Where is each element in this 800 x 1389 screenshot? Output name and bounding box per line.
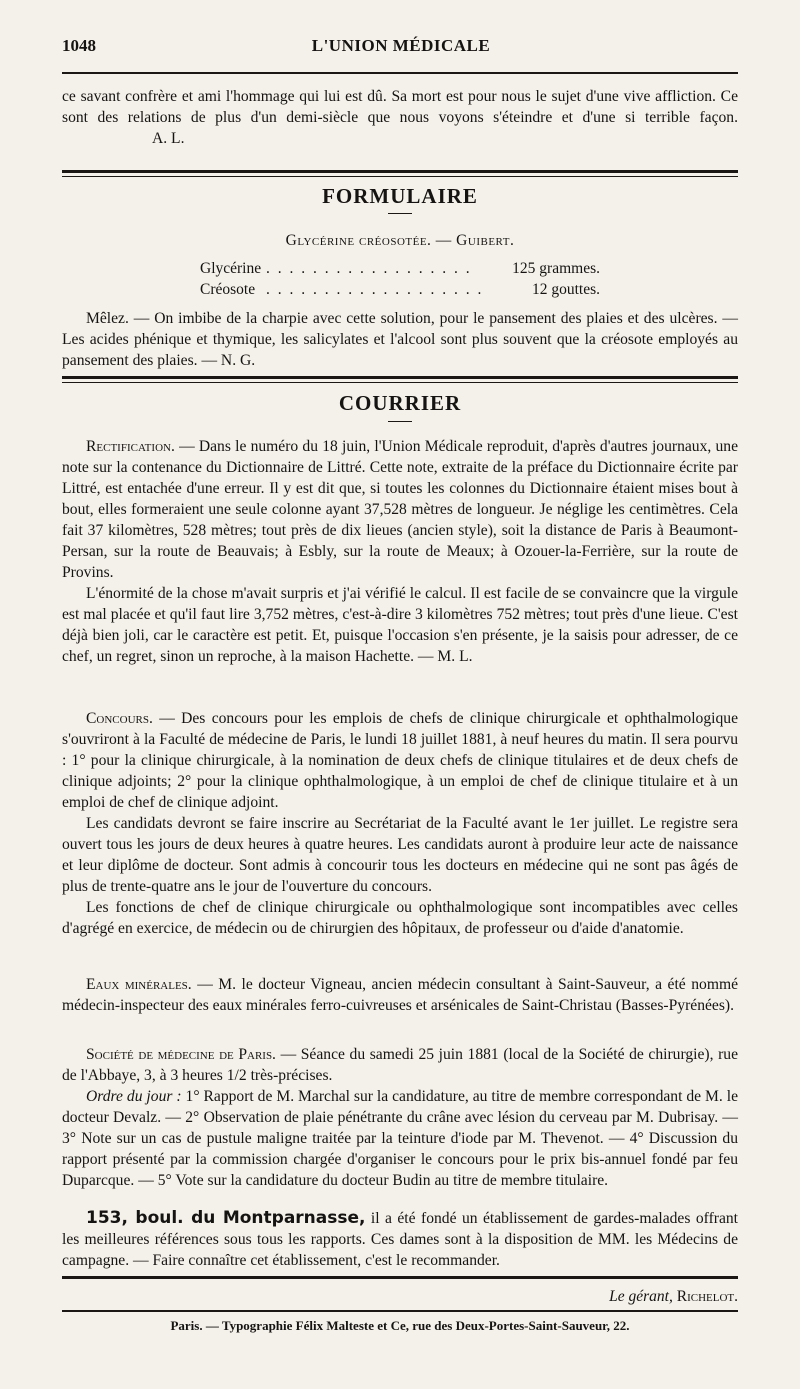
annonce-address: 153, boul. du Montparnasse, bbox=[86, 1208, 366, 1228]
signature-role: Le gérant, bbox=[609, 1288, 673, 1305]
ingredient-dots: . . . . . . . . . . . . . . . . . . bbox=[266, 260, 472, 277]
formulaire-title: FORMULAIRE bbox=[322, 184, 478, 208]
recipe-title: Glycérine créosotée. — Guibert. bbox=[285, 232, 515, 249]
printer-imprint: Paris. — Typographie Félix Malteste et Ce, rue des Deux-Portes-Saint-Sauveur, 22. bbox=[170, 1318, 630, 1333]
societe-label: Société de médecine de Paris. bbox=[86, 1046, 276, 1063]
header-rule bbox=[62, 72, 738, 74]
concours-label: Concours. bbox=[86, 710, 153, 727]
ingredient-quantity: 125 grammes. bbox=[512, 260, 600, 277]
ingredient-name: Glycérine bbox=[200, 260, 262, 277]
footer-rule bbox=[62, 1310, 738, 1312]
concours-text: — Des concours pour les emplois de chefs de clinique chirurgicale et ophthalmologique s'ouvriront à la Faculté de médecine de Paris, le lundi 18 juillet 1881, à neuf heures du matin. Il sera pourvu : 1° pour la clinique chirurgicale, à la nomination de deux chefs de clinique titulaires et de deux chefs de clinique adjoints; 2° pour la clinique ophthalmologique, à un emploi de chef de clinique titulaire et à un emploi de chef de clinique adjoint. bbox=[62, 710, 738, 811]
ordre-du-jour-label: Ordre du jour : bbox=[86, 1088, 182, 1105]
ordre-du-jour-text: 1° Rapport de M. Marchal sur la candidature, au titre de membre correspondant de M. le docteur Devalz. — 2° Observation de plaie pénétrante du crâne avec lésion du cerveau par M. Dubrisay. — 3° Note sur un cas de pustule maligne traitée par la teinture d'iode par M. Thevenot. — 4° Discussion du rapport présenté par la commission chargée d'organiser le concours pour le prix bis-annuel fondé par feu Duparcque. — 5° Vote sur la candidature du docteur Budin au titre de membre titulaire. bbox=[62, 1088, 739, 1189]
courrier-title: COURRIER bbox=[338, 391, 462, 415]
concours-text-2: Les candidats devront se faire inscrire au Secrétariat de la Faculté avant le 1er juillet. Le registre sera ouvert tous les jours de deux heures à quatre heures. Les candidats auront à produire leur acte de naissance et leur diplôme de docteur. Sont admis à concourir tous les docteurs en médecine qui ne sont pas âgés de plus de trente-quatre ans le jour de l'ouverture du concours. bbox=[62, 815, 738, 895]
annonce-section bbox=[62, 1208, 738, 1271]
courrier-rule-top bbox=[62, 376, 738, 379]
societe-section bbox=[62, 1044, 738, 1191]
intro-initials: A. L. bbox=[152, 130, 185, 147]
concours-section bbox=[62, 708, 738, 939]
signature-name: Richelot. bbox=[676, 1288, 738, 1305]
journal-title: L'UNION MÉDICALE bbox=[311, 36, 491, 55]
ingredient-quantity: 12 gouttes. bbox=[531, 281, 600, 298]
closing-rule bbox=[62, 1276, 738, 1279]
formulaire-rule-top-thin bbox=[62, 176, 738, 177]
eaux-section bbox=[62, 974, 738, 1016]
formulaire-text: Mêlez. — On imbibe de la charpie avec cette solution, pour le pansement des plaies et des ulcères. — Les acides phénique et thymique, les salicylates et l'alcool sont plus souvent que la créosote employés au pansement des plaies. — N. G. bbox=[62, 310, 738, 369]
eaux-text: — M. le docteur Vigneau, ancien médecin consultant à Saint-Sauveur, a été nommé médecin-inspecteur des eaux minérales ferro-cuivreuses et arsénicales de Saint-Christau (Basses-Pyrénées). bbox=[62, 976, 738, 1014]
rectification-label: Rectification. bbox=[86, 438, 175, 455]
title-ornament bbox=[388, 213, 412, 214]
formulaire-paragraph bbox=[62, 308, 738, 371]
rectification-section bbox=[62, 436, 738, 667]
ingredient-name: Créosote bbox=[200, 281, 256, 298]
page-header bbox=[62, 36, 740, 58]
intro-text: ce savant confrère et ami l'hommage qui lui est dû. Sa mort est pour nous le sujet d'une vive affliction. Ce sont des relations de plus d'un demi-siècle que nous voyons s'éteindre et d'une si terrible façon. bbox=[62, 88, 738, 126]
societe-text: — Séance du samedi 25 juin 1881 (local de la Société de chirurgie), rue de l'Abbaye, 3, à 3 heures 1/2 très-précises. bbox=[62, 1046, 739, 1084]
ingredient-row bbox=[200, 260, 600, 281]
concours-text-3: Les fonctions de chef de clinique chirurgicale ou ophthalmologique sont incompatibles avec celles d'agrégé en exercice, de médecin ou de chirurgien des hôpitaux, de professeur ou d'aide d'anatomie. bbox=[62, 899, 738, 937]
page-number: 1048 bbox=[62, 36, 96, 55]
courrier-rule-top-thin bbox=[62, 382, 738, 383]
ingredient-dots: . . . . . . . . . . . . . . . . . . . bbox=[266, 281, 484, 298]
annonce-text: il a été fondé un établissement de gardes-malades offrant les meilleures références sous tous les rapports. Ces dames sont à la disposition de MM. les Médecins de campagne. — Faire connaître cet établissement, c'est le recommander. bbox=[62, 1210, 738, 1269]
formulaire-rule-top bbox=[62, 170, 738, 173]
title-ornament bbox=[388, 421, 412, 422]
rectification-text-2: L'énormité de la chose m'avait surpris et j'ai vérifié le calcul. Il est facile de se convaincre que la virgule est mal placée et qu'il faut lire 3,752 mètres, c'est-à-dire 3 kilomètres 752 mètres; tout près d'une lieue. C'est déjà bien joli, car le caractère est petit. Et, puisque l'occasion s'en présente, je la saisis pour adresser, de ce chef, un regret, sinon un reproche, à la maison Hachette. — M. L. bbox=[62, 585, 738, 665]
eaux-label: Eaux minérales. bbox=[86, 976, 192, 993]
signature bbox=[609, 1288, 738, 1306]
rectification-text: — Dans le numéro du 18 juin, l'Union Médicale reproduit, d'après d'autres journaux, une note sur la contenance du Dictionnaire de Littré. Cette note, extraite de la préface du Dictionnaire écrite par Littré, est entachée d'une erreur. Il y est dit que, si toutes les colonnes du Dictionnaire étaient mises bout à bout, elles formeraient une seule colonne ayant 37,528 mètres de longueur. Je néglige les centimètres. Cela fait 37 kilomètres, 528 mètres; tout près de dix lieues (ancien style), soit la distance de Paris à Beaumont-Persan, sur la route de Beauvais; à Esbly, sur la route de Meaux; à Ozouer-la-Ferrière, sur la route de Provins. bbox=[62, 438, 738, 581]
ingredient-row bbox=[200, 281, 600, 302]
intro-paragraph bbox=[62, 86, 738, 149]
